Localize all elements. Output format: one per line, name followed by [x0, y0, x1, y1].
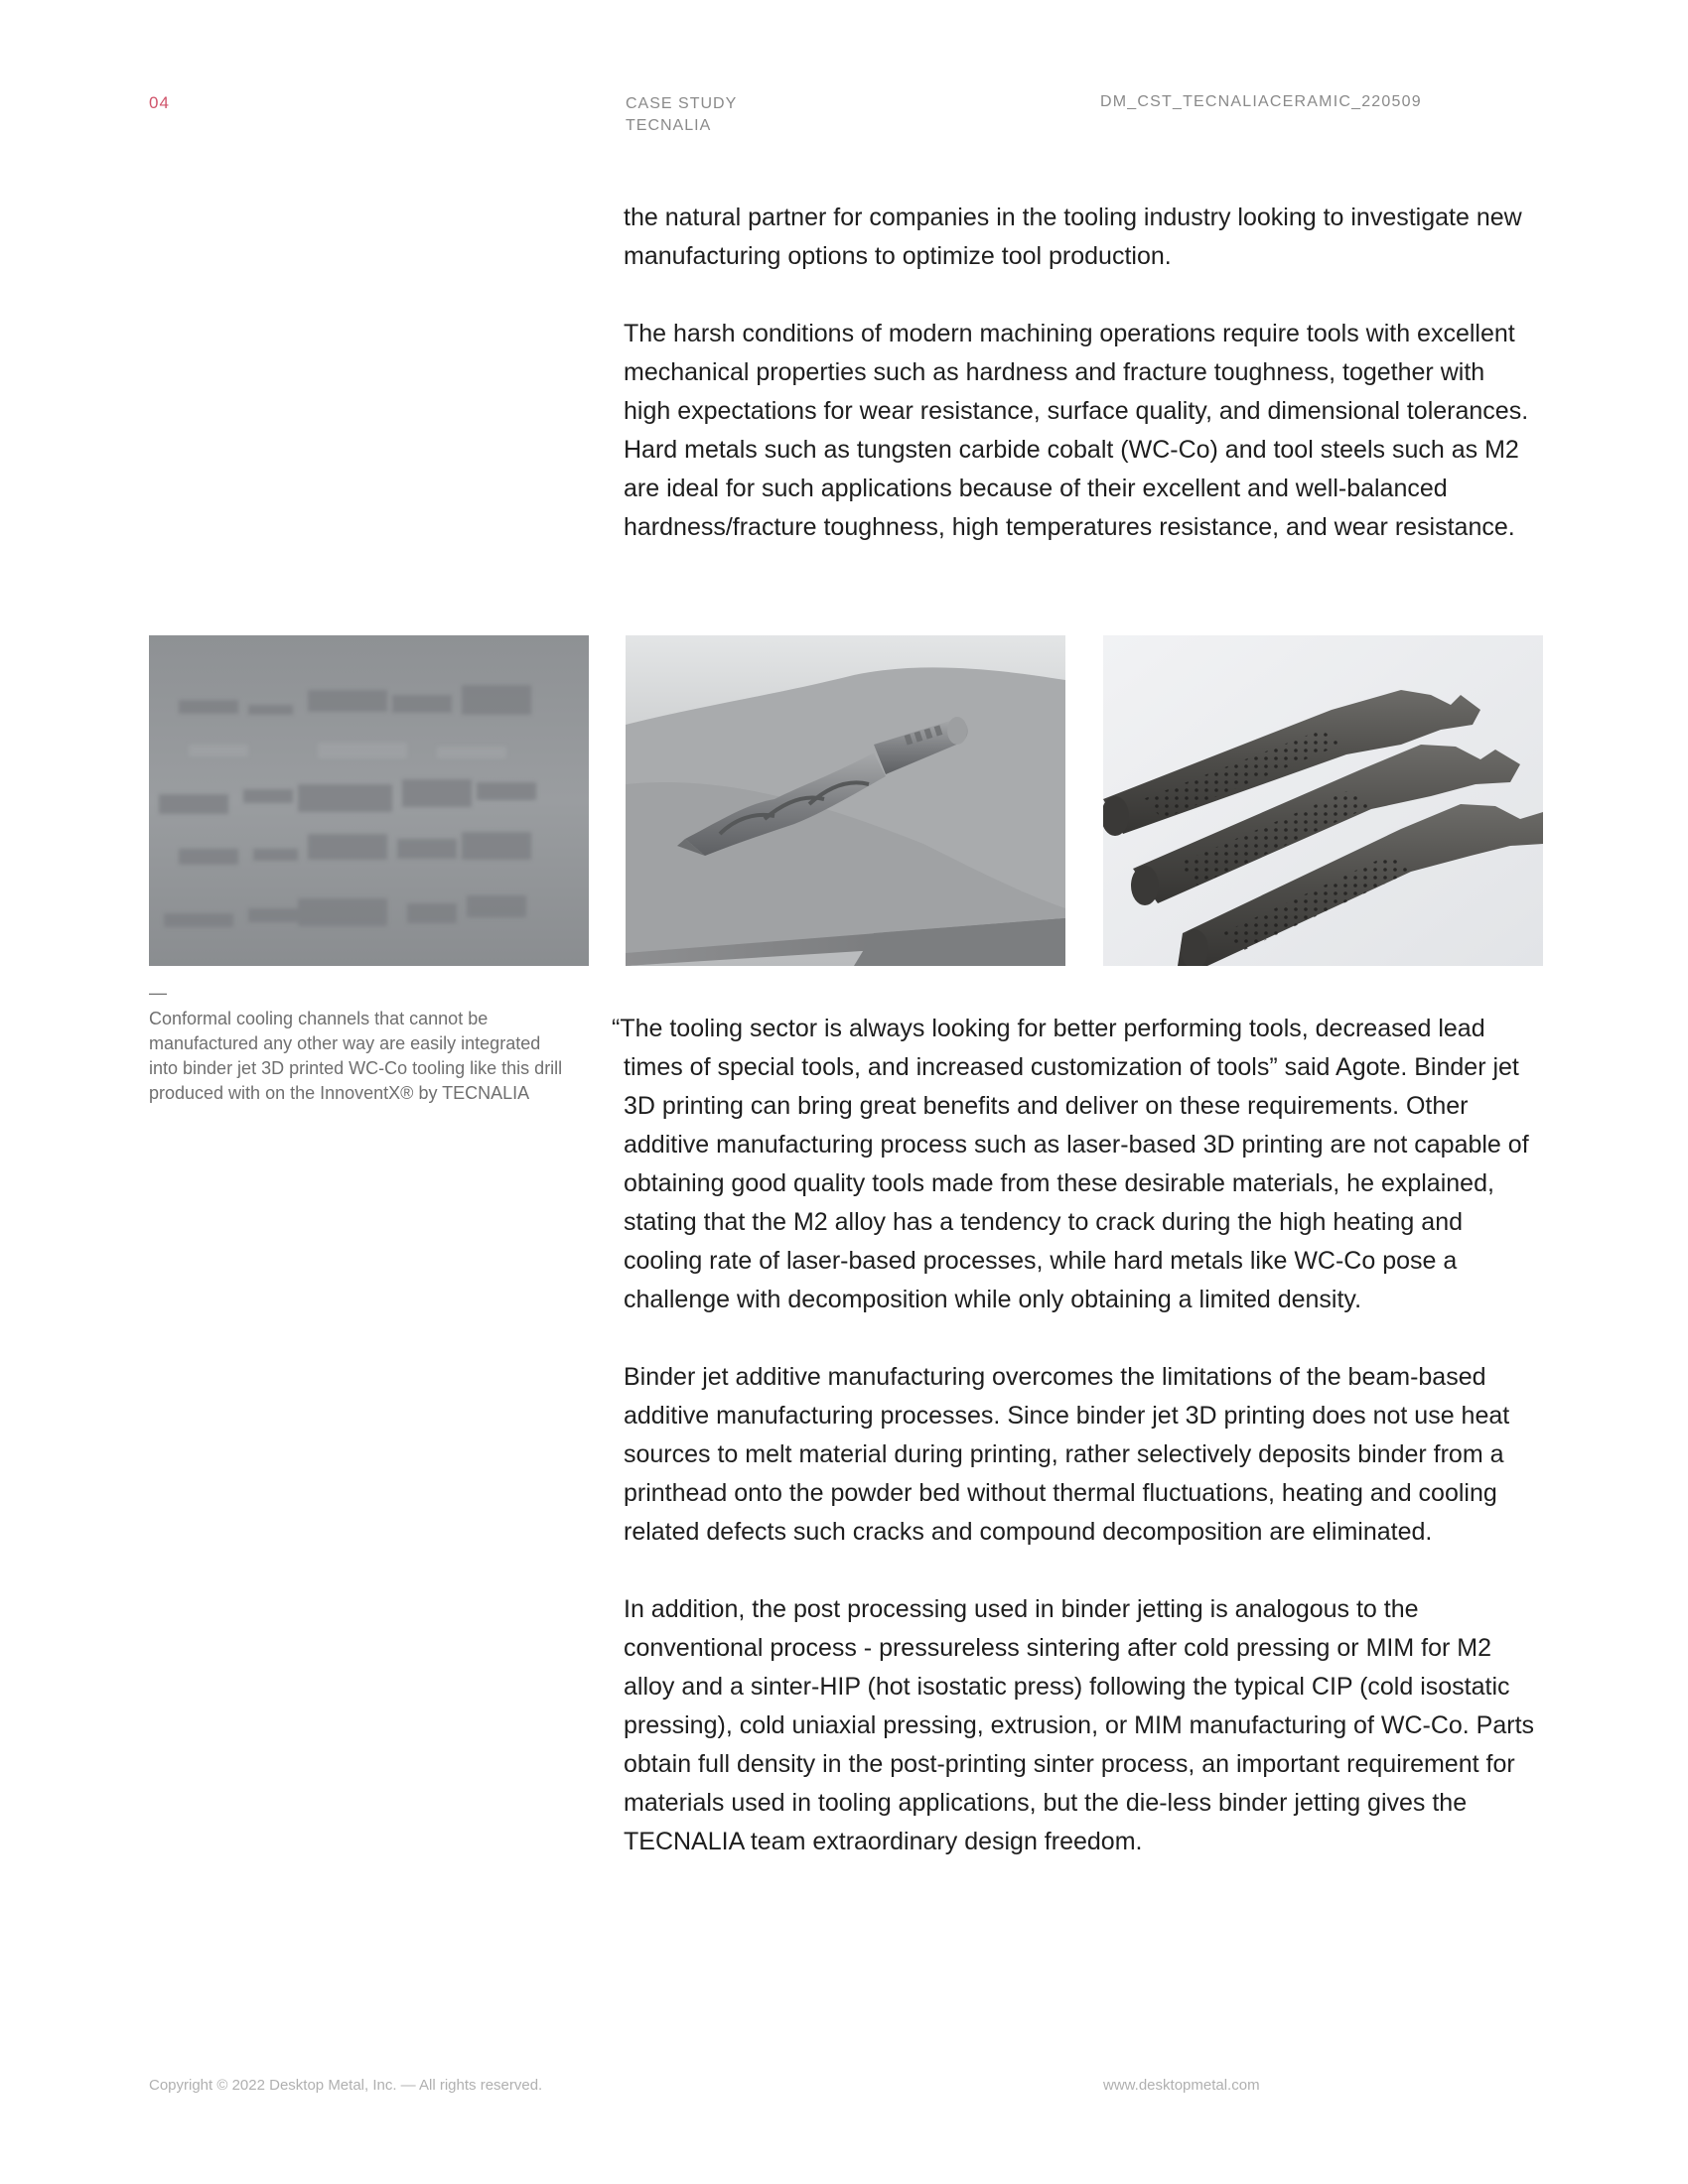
printed-drills-with-cooling-channels-photo [1103, 635, 1543, 966]
page-number: 04 [149, 93, 170, 112]
intro-text-block [624, 199, 1537, 547]
category-line-2: TECNALIA [626, 117, 712, 134]
document-category [626, 93, 737, 137]
category-line-1: CASE STUDY [626, 95, 738, 112]
footer-website-link[interactable]: www.desktopmetal.com [1103, 2077, 1260, 2094]
main-text-block [612, 1010, 1537, 1861]
printed-drill-in-powder-photo [626, 635, 1065, 966]
printed-parts-in-powder-bed-photo [149, 635, 589, 966]
main-paragraph-3: In addition, the post processing used in binder jetting is analogous to the conventional process - pressureless sintering after cold pressing or MIM for M2 alloy and a sinter-HIP (hot isostatic press) following the typical CIP (cold isostatic pressing), cold uniaxial pressing, extrusion, or MIM manufacturing of WC-Co. Parts obtain full density in the post-printing sinter process, an important requirement for materials used in tooling applications, but the die-less binder jetting gives the TECNALIA team extraordinary design freedom. [624, 1595, 1535, 1855]
footer-copyright: Copyright © 2022 Desktop Metal, Inc. — All rights reserved. [149, 2077, 543, 2094]
photo-caption: Conformal cooling channels that cannot be manufactured any other way are easily integrated into binder jet 3D printed WC-Co tooling like this drill produced with on the InnoventX® by TECNALIA [149, 1009, 563, 1103]
main-paragraph-2: Binder jet additive manufacturing overcomes the limitations of the beam-based additive manufacturing processes. Since binder jet 3D printing does not use heat sources to melt material during printing, rather selectively deposits binder from a printhead onto the powder bed without thermal fluctuations, heating and cooling related defects such cracks and compound decomposition are eliminated. [624, 1363, 1510, 1546]
caption-dash: — [149, 983, 167, 1003]
document-code: DM_CST_TECNALIACERAMIC_220509 [1100, 93, 1422, 110]
quote-paragraph: “The tooling sector is always looking for better performing tools, decreased lead times of special tools, and increased customization of tools” said Agote. Binder jet 3D printing can bring great benefits and deliver on these requirements. Other additive manufacturing process such as laser-based 3D printing are not capable of obtaining good quality tools made from these desirable materials, he explained, stating that the M2 alloy has a tendency to crack during the high heating and cooling rate of laser-based processes, while hard metals like WC-Co pose a challenge with decomposition while only obtaining a limited density. [612, 1015, 1529, 1313]
intro-paragraph-2: The harsh conditions of modern machining operations require tools with excellent mechanical properties such as hardness and fracture toughness, together with high expectations for wear resistance, surface quality, and dimensional tolerances. Hard metals such as tungsten carbide cobalt (WC-Co) and tool steels such as M2 are ideal for such applications because of their excellent and well-balanced hardness/fracture toughness, high temperatures resistance, and wear resistance. [624, 320, 1529, 541]
intro-paragraph-1: the natural partner for companies in the tooling industry looking to investigate new manufacturing options to optimize tool production. [624, 204, 1522, 270]
